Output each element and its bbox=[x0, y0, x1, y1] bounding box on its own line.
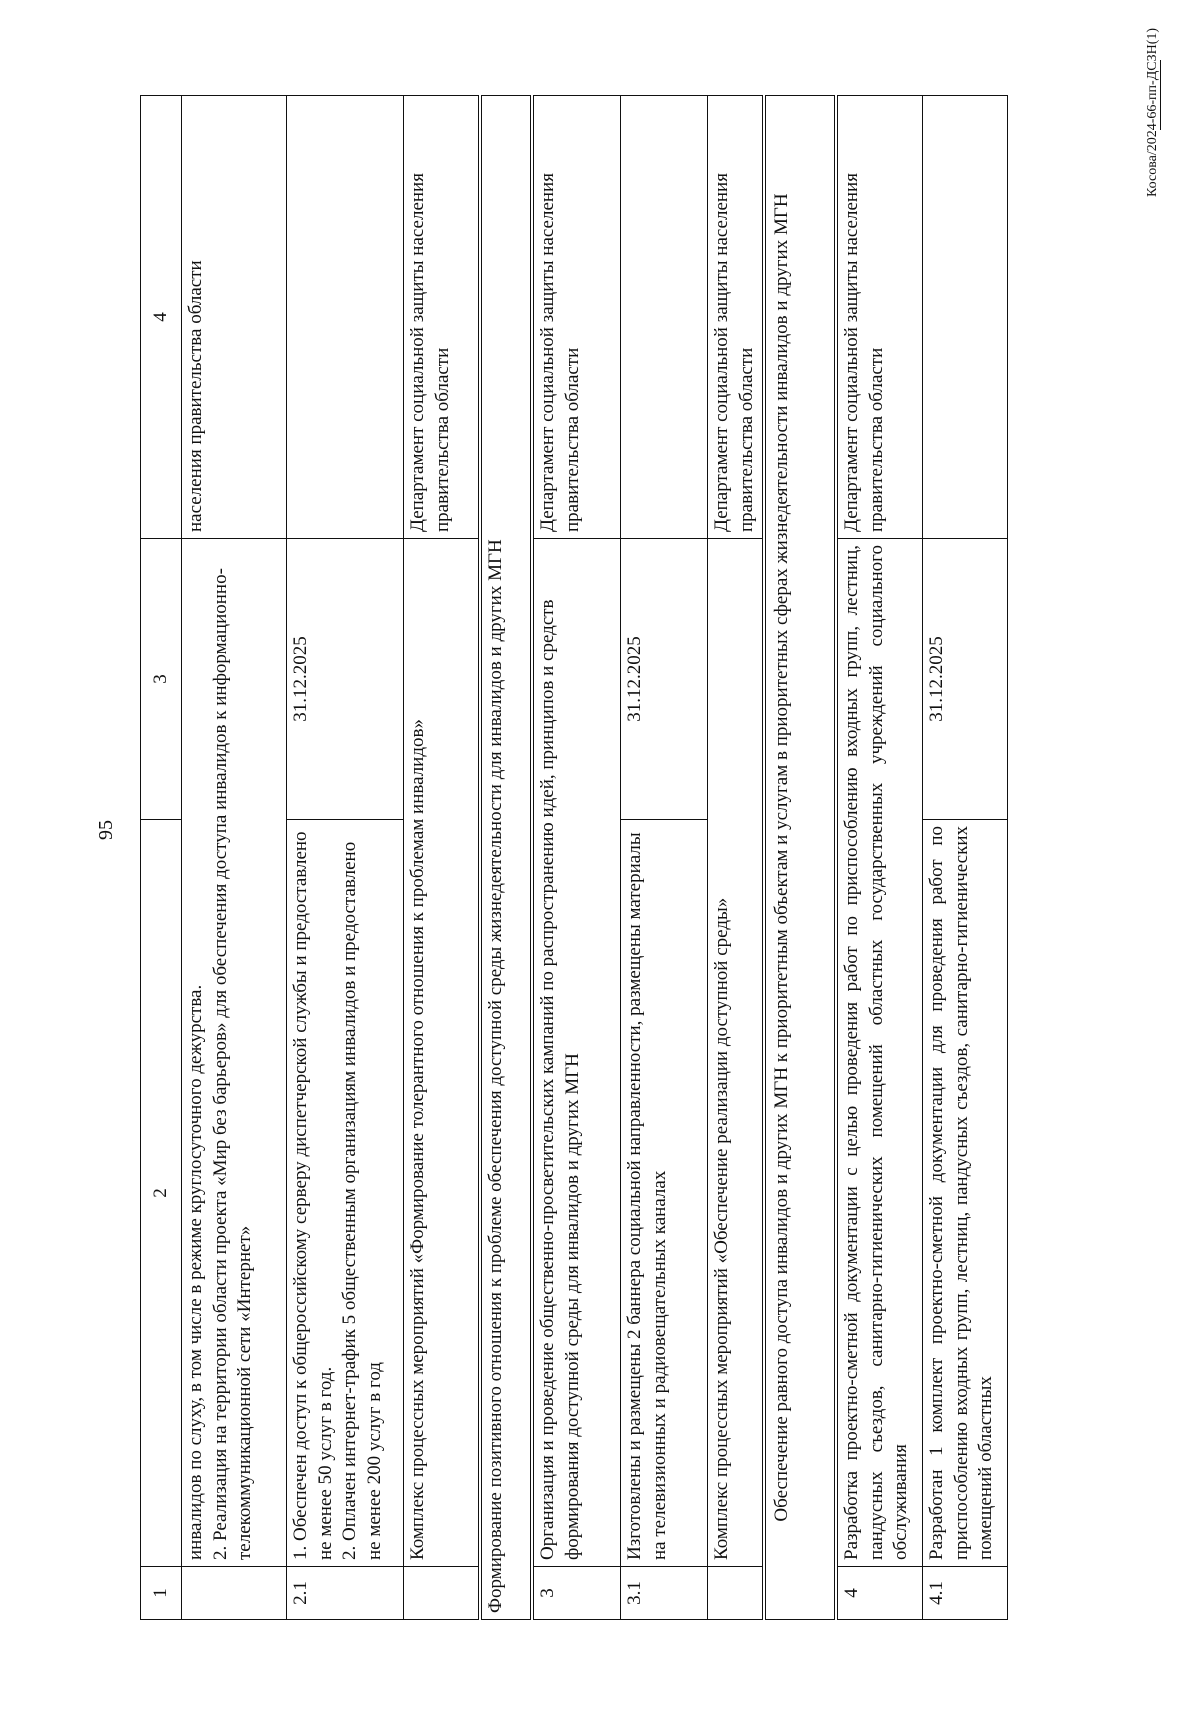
page-number: 95 bbox=[95, 820, 117, 840]
header-col-2: 2 bbox=[141, 820, 182, 1567]
row-text: Изготовлены и размещены 2 баннера социальной направленности, размещены материалы на телевизионных и радиовещательных каналах bbox=[621, 820, 708, 1567]
table-row bbox=[182, 96, 287, 1620]
table-row bbox=[287, 96, 404, 1620]
table-header-row bbox=[141, 96, 182, 1620]
due-date: 31.12.2025 bbox=[923, 539, 1008, 820]
row-number: 3 bbox=[532, 1567, 621, 1620]
row-text: 1. Обеспечен доступ к общероссийскому серверу диспетчерской службы и предоставлено не менее 50 услуг в год. 2. Оплачен интернет-трафик 5 общественным организациям инвалидов и предоставлено не менее 200 услуг в год bbox=[287, 820, 404, 1567]
header-col-1: 1 bbox=[141, 1567, 182, 1620]
row-text: инвалидов по слуху, в том числе в режиме круглосуточного дежурства. 2. Реализация на территории области проекта «Мир без барьеров» для обеспечения доступа инвалидов к информационно-телекоммуникационной сети «Интернет» bbox=[182, 539, 287, 1567]
section-row bbox=[764, 96, 836, 1620]
rotated-page-content bbox=[140, 100, 1100, 1620]
due-date: 31.12.2025 bbox=[287, 539, 404, 820]
row-number bbox=[182, 1567, 287, 1620]
due-date: 31.12.2025 bbox=[621, 539, 708, 820]
responsible: Департамент социальной защиты населения правительства области bbox=[708, 96, 765, 539]
header-col-4: 4 bbox=[141, 96, 182, 539]
row-text: Разработка проектно-сметной документации с целью проведения работ по приспособлению входных групп, лестниц, пандусных съездов, санитарно-гигиенических помещений областных государственных учреждений социального обслуживания bbox=[836, 539, 923, 1567]
table-row bbox=[532, 96, 621, 1620]
header-col-3: 3 bbox=[141, 539, 182, 820]
table-row bbox=[404, 96, 481, 1620]
responsible: Департамент социальной защиты населения правительства области bbox=[404, 96, 481, 539]
section-row bbox=[480, 96, 532, 1620]
responsible bbox=[287, 96, 404, 539]
row-number bbox=[404, 1567, 481, 1620]
responsible bbox=[923, 96, 1008, 539]
row-text: Организация и проведение общественно-просветительских кампаний по распространению идей, принципов и средств формирования доступной среды для инвалидов и других МГН bbox=[532, 539, 621, 1567]
responsible: Департамент социальной защиты населения правительства области bbox=[532, 96, 621, 539]
responsible: населения правительства области bbox=[182, 96, 287, 539]
table-row bbox=[708, 96, 765, 1620]
row-number: 4 bbox=[836, 1567, 923, 1620]
row-text: Комплекс процессных мероприятий «Формирование толерантного отношения к проблемам инвалидов» bbox=[404, 539, 481, 1567]
responsible: Департамент социальной защиты населения правительства области bbox=[836, 96, 923, 539]
row-number: 3.1 bbox=[621, 1567, 708, 1620]
section-title: Обеспечение равного доступа инвалидов и других МГН к приоритетным объектам и услугам в приоритетных сферах жизнедеятельности инвалидов и других МГН bbox=[764, 96, 836, 1620]
doc-ref-underline bbox=[1160, 60, 1161, 130]
table-row bbox=[923, 96, 1008, 1620]
row-text: Комплекс процессных мероприятий «Обеспечение реализации доступной среды» bbox=[708, 539, 765, 1567]
section-title: Формирование позитивного отношения к проблеме обеспечения доступной среды жизнедеятельности для инвалидов и других МГН bbox=[480, 96, 532, 1620]
row-number: 4.1 bbox=[923, 1567, 1008, 1620]
table-row bbox=[621, 96, 708, 1620]
program-activities-table bbox=[140, 95, 1008, 1620]
responsible bbox=[621, 96, 708, 539]
row-number bbox=[708, 1567, 765, 1620]
row-number: 2.1 bbox=[287, 1567, 404, 1620]
table-row bbox=[836, 96, 923, 1620]
row-text: Разработан 1 комплект проектно-сметной документации для проведения работ по приспособлению входных групп, лестниц, пандусных съездов, санитарно-гигиенических помещений областных bbox=[923, 820, 1008, 1567]
document-reference: Косова/2024-66-пп-ДСЗН(1) bbox=[1145, 27, 1160, 197]
